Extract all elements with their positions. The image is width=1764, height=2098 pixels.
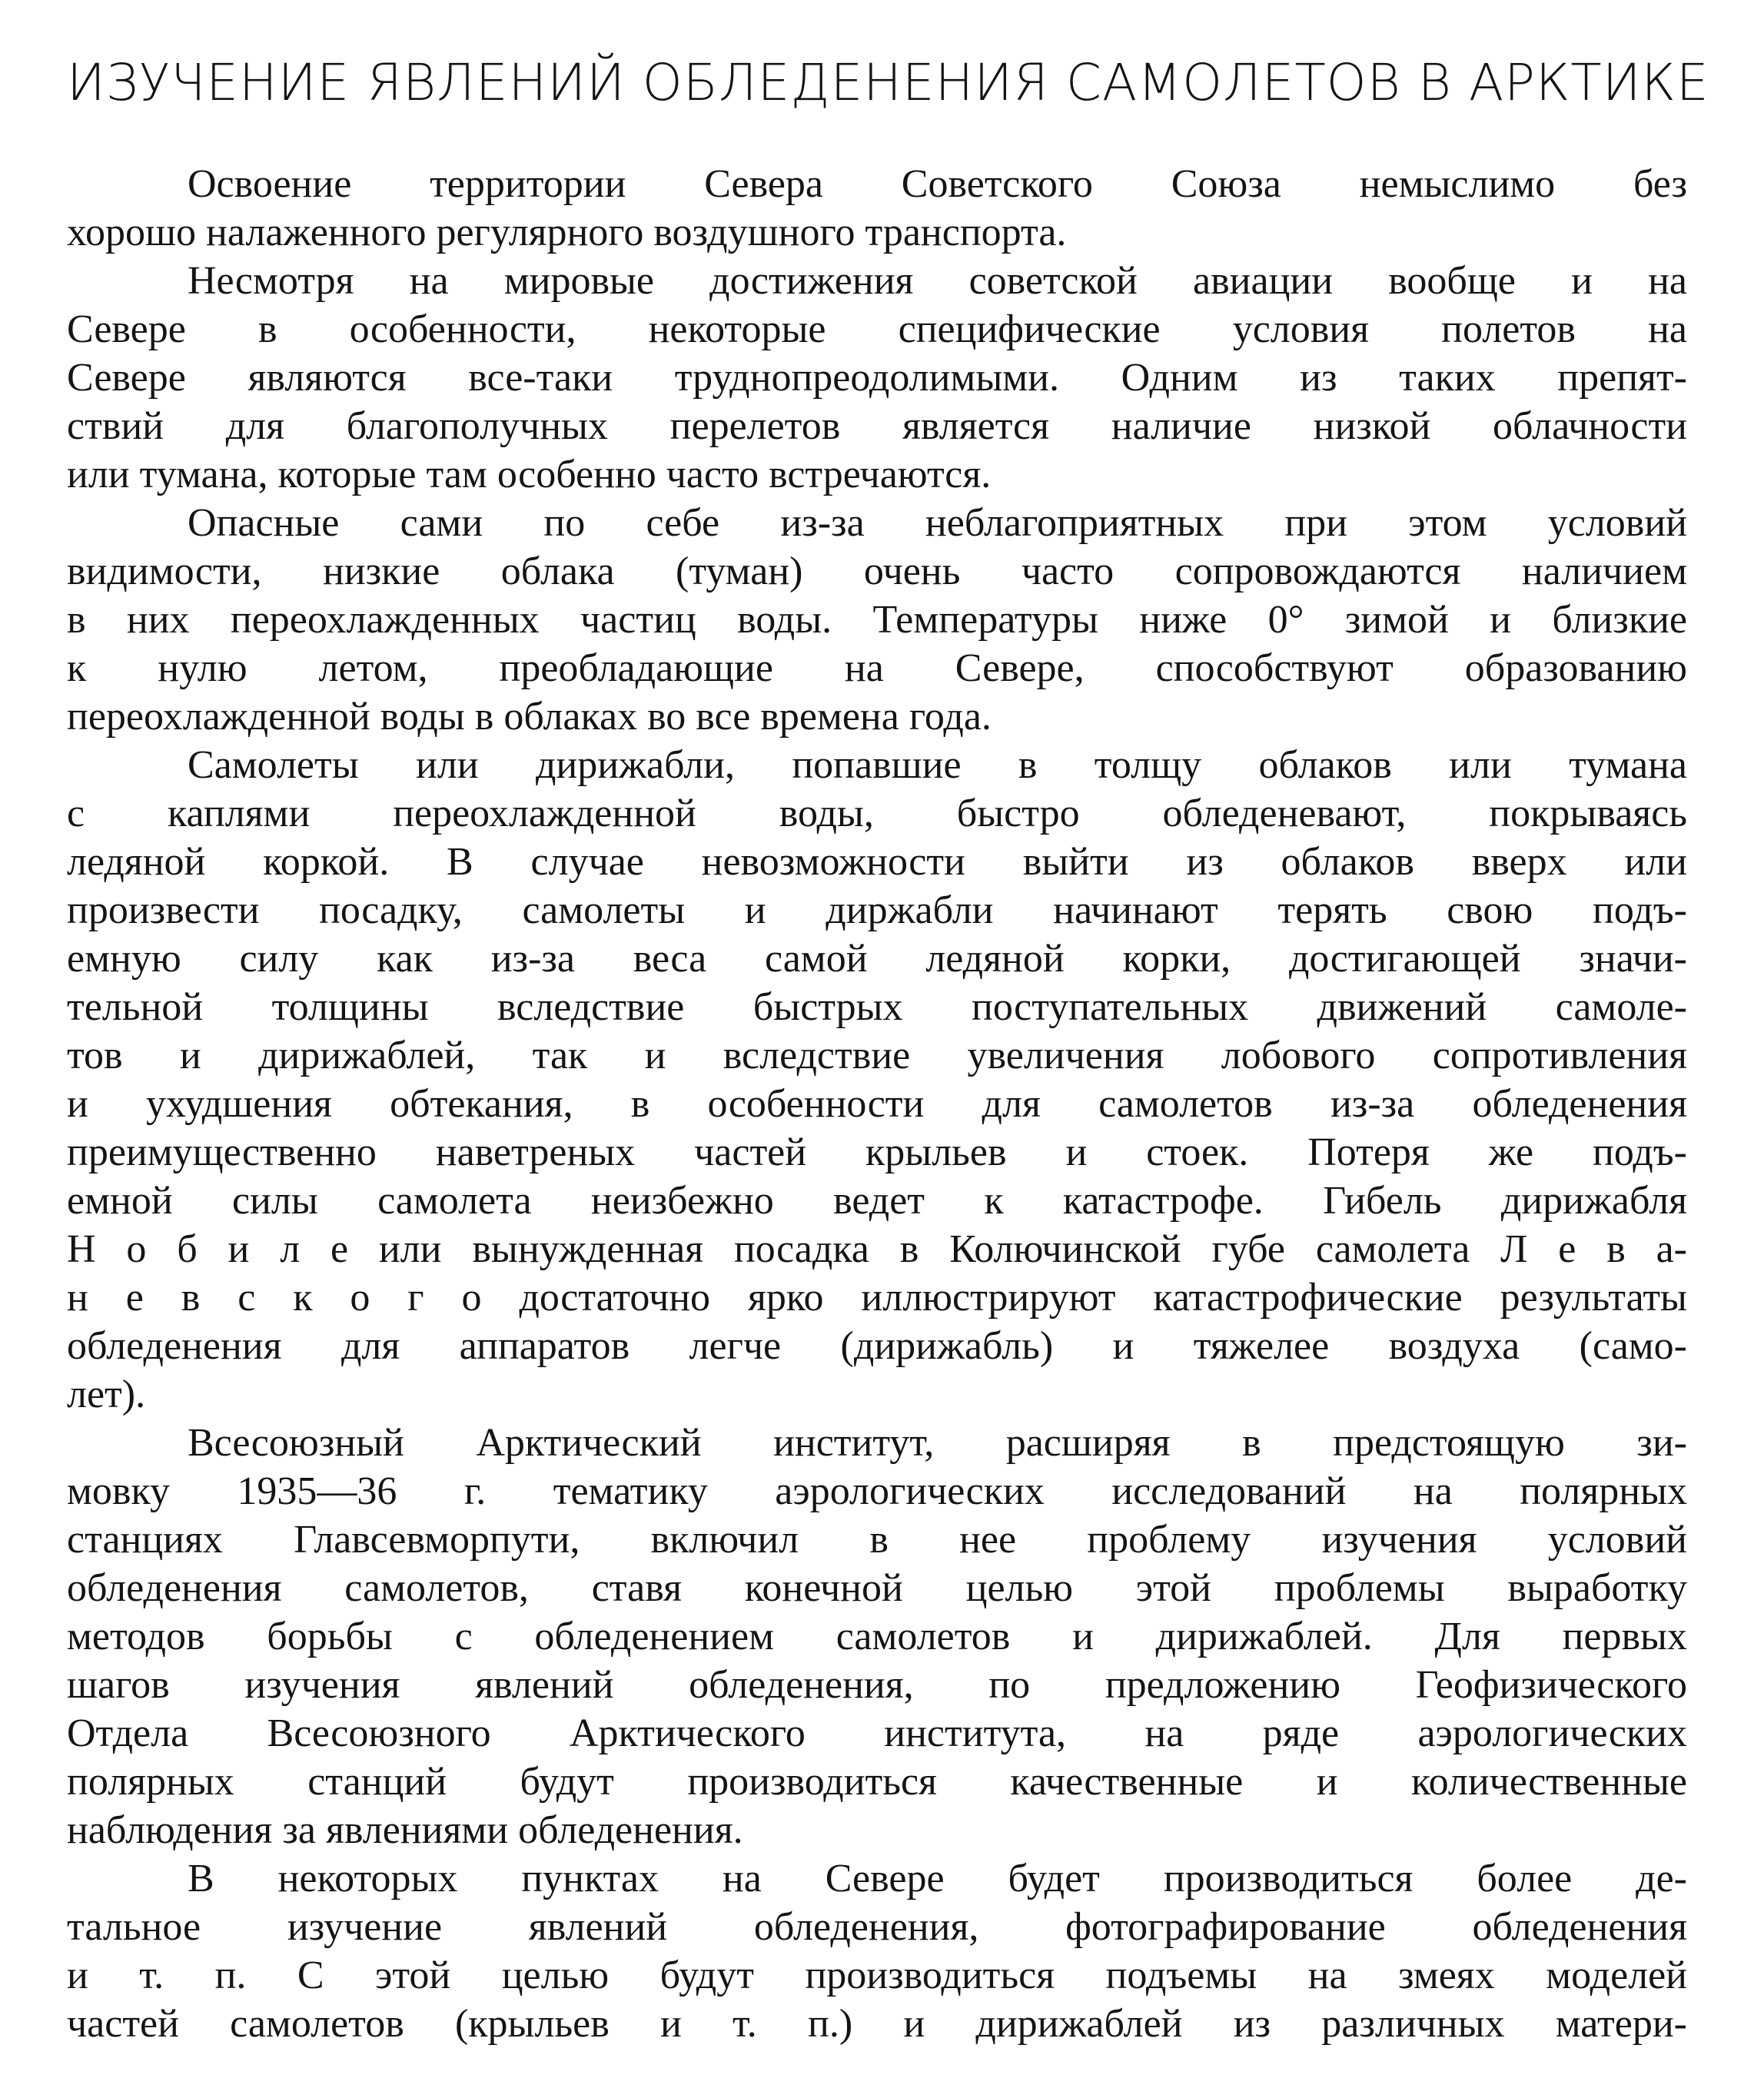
paragraph xyxy=(67,499,1687,741)
text-line: или тумана, которые там особенно часто встречаются. xyxy=(67,453,992,496)
text-line: Освоение территории Севера Советского Союза немыслимо без xyxy=(188,162,1687,206)
text-line: обледенения для аппаратов легче (дирижабль) и тяжелее воздуха (само- xyxy=(67,1324,1687,1368)
text-line: емную силу как из-за веса самой ледяной корки, достигающей значи- xyxy=(67,937,1687,981)
text-line: методов борьбы с обледенением самолетов и дирижаблей. Для первых xyxy=(67,1615,1687,1658)
text-line: наблюдения за явлениями обледенения. xyxy=(67,1808,743,1852)
text-line: В некоторых пунктах на Севере будет производиться более де- xyxy=(188,1857,1687,1900)
text-line: Опасные сами по себе из-за неблагоприятных при этом условий xyxy=(188,501,1687,545)
paragraph xyxy=(67,741,1687,1419)
text-line: произвести посадку, самолеты и диржабли начинают терять свою подъ- xyxy=(67,888,1687,932)
text-line: ледяной коркой. В случае невозможности выйти из облаков вверх или xyxy=(67,840,1687,884)
text-line: видимости, низкие облака (туман) очень часто сопровождаются наличием xyxy=(67,549,1687,593)
text-line: Несмотря на мировые достижения советской авиации вообще и на xyxy=(188,259,1687,303)
text-line: Севере являются все-таки труднопреодолимыми. Одним из таких препят- xyxy=(67,356,1687,400)
text-line: лет). xyxy=(67,1373,146,1416)
article-body xyxy=(67,160,1687,2048)
text-line: Всесоюзный Арктический институт, расширяя в предстоящую зи- xyxy=(188,1421,1687,1465)
text-line: мовку 1935—36 г. тематику аэрологических исследований на полярных xyxy=(67,1469,1687,1513)
text-line: тельной толщины вследствие быстрых поступательных движений самоле- xyxy=(67,985,1687,1029)
text-line: тов и дирижаблей, так и вследствие увеличения лобового сопротивления xyxy=(67,1034,1687,1077)
text-line: Севере в особенности, некоторые специфические условия полетов на xyxy=(67,307,1687,351)
text-line: Н о б и л е или вынужденная посадка в Колючинской губе самолета Л е в а- xyxy=(67,1227,1687,1271)
text-line: в них переохлажденных частиц воды. Температуры ниже 0° зимой и близкие xyxy=(67,598,1687,642)
text-line: хорошо налаженного регулярного воздушного транспорта. xyxy=(67,211,1067,254)
page-title: ИЗУЧЕНИЕ ЯВЛЕНИЙ ОБЛЕДЕНЕНИЯ САМОЛЕТОВ В АРКТИКЕ xyxy=(67,53,1709,112)
text-line: полярных станций будут производиться качественные и количественные xyxy=(67,1760,1687,1804)
text-line: и ухудшения обтекания, в особенности для самолетов из-за обледенения xyxy=(67,1082,1687,1126)
text-line: и т. п. С этой целью будут производиться подъемы на змеях моделей xyxy=(67,1954,1687,1997)
text-line: Отдела Всесоюзного Арктического института, на ряде аэрологических xyxy=(67,1711,1687,1755)
text-line: Самолеты или дирижабли, попавшие в толщу облаков или тумана xyxy=(188,743,1687,787)
text-line: переохлажденной воды в облаках во все времена года. xyxy=(67,695,992,739)
text-line: емной силы самолета неизбежно ведет к катастрофе. Гибель дирижабля xyxy=(67,1179,1687,1223)
paragraph xyxy=(67,1854,1687,2048)
text-line: ствий для благополучных перелетов является наличие низкой облачности xyxy=(67,404,1687,448)
text-line: обледенения самолетов, ставя конечной целью этой проблемы выработку xyxy=(67,1566,1687,1610)
paragraph xyxy=(67,1419,1687,1854)
text-line: к нулю летом, преобладающие на Севере, способствуют образованию xyxy=(67,646,1687,690)
text-line: тальное изучение явлений обледенения, фотографирование обледенения xyxy=(67,1905,1687,1949)
text-line: н е в с к о г о достаточно ярко иллюстрируют катастрофические результаты xyxy=(67,1276,1687,1320)
text-line: частей самолетов (крыльев и т. п.) и дирижаблей из различных матери- xyxy=(67,2002,1687,2046)
paragraph xyxy=(67,160,1687,257)
text-line: с каплями переохлажденной воды, быстро обледеневают, покрываясь xyxy=(67,792,1687,835)
paragraph xyxy=(67,257,1687,499)
text-line: преимущественно наветреных частей крыльев и стоек. Потеря же подъ- xyxy=(67,1130,1687,1174)
text-line: станциях Главсевморпути, включил в нее проблему изучения условий xyxy=(67,1518,1687,1562)
text-line: шагов изучения явлений обледенения, по предложению Геофизического xyxy=(67,1663,1687,1707)
